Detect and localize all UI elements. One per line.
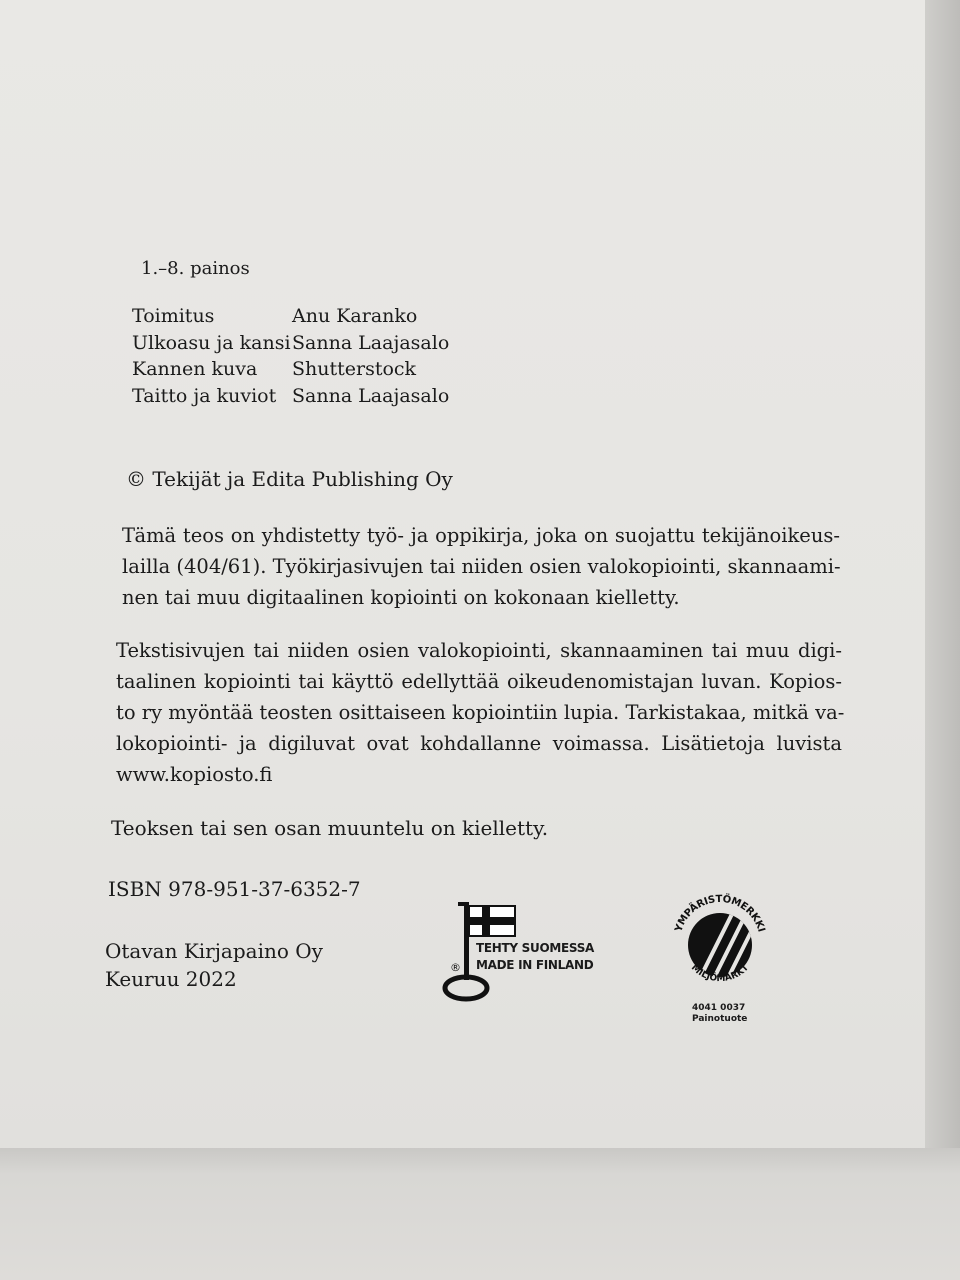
credit-role: Toimitus: [132, 305, 215, 327]
printer-place-year: Keuruu 2022: [105, 967, 237, 991]
paragraph-line: to ry myöntää teosten osittaiseen kopiointiin lupia. Tarkistakaa, mitkä va-: [116, 701, 845, 724]
modification-notice: Teoksen tai sen osan muuntelu on kielletty.: [111, 816, 549, 840]
credit-name: Shutterstock: [292, 358, 417, 380]
paragraph-line: nen tai muu digitaalinen kopiointi on kokonaan kielletty.: [122, 586, 680, 609]
copyright-notice: © Tekijät ja Edita Publishing Oy: [126, 467, 453, 491]
made-in-finland-en: MADE IN FINLAND: [476, 958, 594, 972]
credit-name: Sanna Laajasalo: [292, 384, 450, 407]
edition-info: 1.–8. painos: [141, 258, 250, 279]
swan-label: [692, 1003, 747, 1025]
swan-bottom-text: MILJÖMÄRKT: [688, 962, 751, 985]
paragraph-line: lokopiointi- ja digiluvat ovat kohdallanne voimassa. Lisätietoja luvista: [116, 732, 842, 755]
background-surface: [0, 1148, 960, 1280]
paragraph-line: lailla (404/61). Työkirjasivujen tai niiden osien valokopiointi, skannaami-: [122, 555, 841, 578]
swan-license-number: 4041 0037: [692, 1003, 746, 1013]
made-in-finland-fi: TEHTY SUOMESSA: [476, 941, 595, 955]
isbn: ISBN 978-951-37-6352-7: [108, 877, 361, 901]
printer-name: Otavan Kirjapaino Oy: [105, 939, 323, 963]
nordic-swan-icon: [668, 890, 772, 994]
page-edge: [925, 0, 960, 1148]
swan-product-label: Painotuote: [692, 1014, 748, 1024]
paragraph-line: Tämä teos on yhdistetty työ- ja oppikirja, joka on suojattu tekijänoikeus-: [122, 524, 840, 547]
copyright-paragraph-textpages: [116, 635, 845, 790]
paragraph-line: www.kopiosto.fi: [116, 763, 273, 786]
credit-role: Kannen kuva: [132, 358, 258, 380]
credit-name: Anu Karanko: [292, 305, 418, 327]
printer-info: [105, 937, 323, 993]
credit-name: Sanna Laajasalo: [292, 331, 450, 354]
paragraph-line: taalinen kopiointi tai käyttö edellyttää oikeudenomistajan luvan. Kopios-: [116, 670, 842, 693]
credit-role: Taitto ja kuviot: [132, 384, 277, 407]
registered-mark: ®: [450, 961, 461, 974]
credit-role: Ulkoasu ja kansi: [132, 331, 291, 354]
swan-top-text: YMPÄRISTÖMERKKI: [673, 893, 767, 934]
copyright-paragraph-workbook: [122, 520, 840, 613]
paragraph-line: Tekstisivujen tai niiden osien valokopiointi, skannaaminen tai muu digi-: [116, 639, 842, 662]
